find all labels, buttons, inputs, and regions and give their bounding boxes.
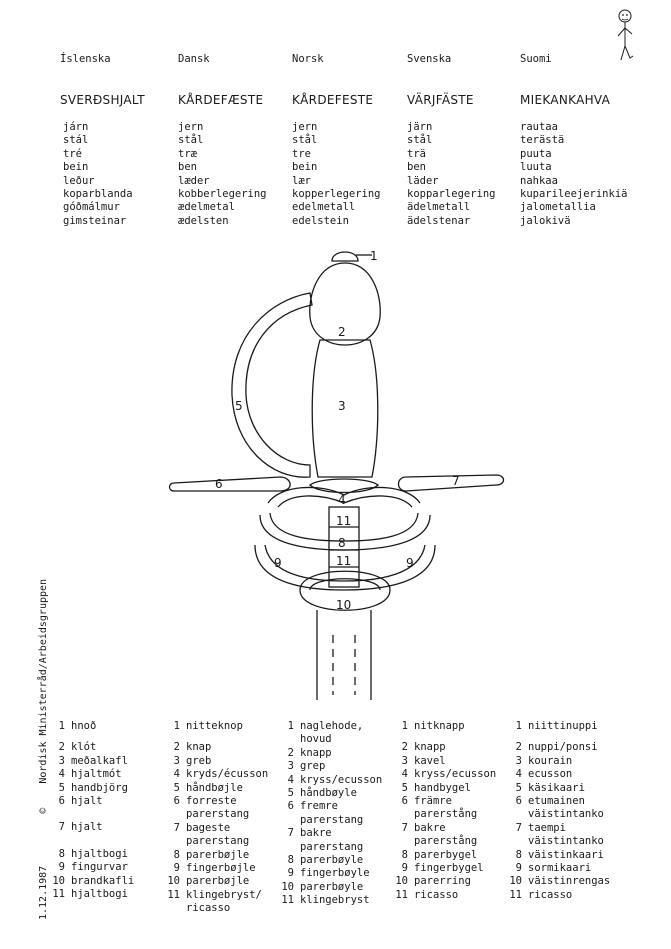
material-item: luuta bbox=[520, 161, 552, 174]
material-item: kopperlegering bbox=[292, 188, 381, 201]
legend-item: 10 parerbøjle bbox=[167, 875, 250, 888]
sidebar-date: 1.12.1987 bbox=[38, 865, 49, 920]
material-item: rautaa bbox=[520, 121, 558, 133]
legend-item: 1 niittinuppi bbox=[515, 720, 598, 732]
diagram-label-8: 8 bbox=[338, 536, 346, 550]
lang-norwegian: Norsk bbox=[292, 53, 324, 65]
legend-item: 1 nitknapp bbox=[401, 720, 465, 732]
materials-swedish bbox=[407, 121, 496, 228]
diagram-label-2: 2 bbox=[338, 325, 346, 339]
legend-item: 3 grep bbox=[287, 760, 326, 773]
material-item: ädelstenar bbox=[407, 214, 471, 227]
legend-item: 4 hjaltmót bbox=[58, 768, 122, 781]
legend-item: 7 taempi väistintanko bbox=[515, 821, 604, 848]
legend-item: 8 parerbøjle bbox=[173, 848, 250, 861]
material-item: tré bbox=[63, 147, 82, 160]
sidebar-credit bbox=[38, 579, 49, 920]
legend-item: 4 kryds/écusson bbox=[173, 768, 269, 781]
legend-item: 2 klót bbox=[58, 741, 97, 754]
material-item: stål bbox=[292, 134, 318, 147]
material-item: bein bbox=[63, 161, 89, 174]
legend-item: 3 kavel bbox=[401, 754, 446, 767]
material-item: jalokivä bbox=[520, 214, 571, 227]
diagram-label-1: 1 bbox=[370, 249, 378, 263]
lang-danish: Dansk bbox=[178, 53, 210, 65]
heading-finnish: MIEKANKAHVA bbox=[520, 93, 611, 107]
material-item: træ bbox=[178, 147, 197, 160]
material-item: edelstein bbox=[292, 214, 349, 227]
blade-lines bbox=[317, 610, 371, 700]
legend-item: 9 fingerbygel bbox=[401, 862, 484, 875]
lang-swedish: Svenska bbox=[407, 53, 452, 65]
legend-item: 8 hjaltbogi bbox=[58, 847, 128, 860]
legend-item: 6 hjalt bbox=[58, 795, 103, 808]
material-item: læder bbox=[178, 174, 210, 187]
legend-danish bbox=[165, 720, 275, 916]
material-item: stál bbox=[63, 134, 89, 147]
material-item: járn bbox=[63, 121, 89, 133]
materials-norwegian bbox=[292, 121, 381, 228]
legend-item: 5 handbygel bbox=[401, 781, 471, 794]
legend-item: 4 kryss/ecusson bbox=[401, 768, 497, 781]
material-item: terästä bbox=[520, 134, 565, 147]
legend-item: 2 nuppi/ponsi bbox=[515, 741, 598, 754]
legend-item: 7 bageste parerstang bbox=[173, 821, 250, 848]
heading-swedish: VÄRJFÄSTE bbox=[407, 93, 474, 107]
knuckle-bow bbox=[232, 293, 312, 477]
material-item: jern bbox=[292, 121, 318, 133]
legend-item: 4 kryss/ecusson bbox=[287, 773, 383, 786]
stick-figure-logo bbox=[612, 6, 640, 64]
legend-item: 4 ecusson bbox=[515, 768, 573, 781]
legend-item: 11 klingebryst bbox=[281, 894, 370, 907]
legend-icelandic bbox=[50, 720, 134, 901]
legend-finnish bbox=[507, 720, 627, 902]
legend-item: 6 forreste parerstang bbox=[173, 795, 250, 821]
material-item: nahkaa bbox=[520, 174, 558, 187]
material-item: jalometallia bbox=[520, 201, 596, 214]
legend-item: 2 knap bbox=[173, 741, 212, 754]
rear-quillon bbox=[399, 475, 504, 491]
sword-hilt-diagram bbox=[160, 245, 510, 705]
material-item: góðmálmur bbox=[63, 201, 120, 214]
legend-item: 11 klingebryst/ ricasso bbox=[167, 888, 262, 915]
front-quillon bbox=[170, 477, 291, 491]
copyright-symbol: © bbox=[38, 807, 49, 814]
legend-item: 6 fremre parerstang bbox=[287, 800, 364, 826]
legend-item: 9 fingerbøjle bbox=[173, 862, 256, 875]
legend-item: 7 bakre parerstang bbox=[287, 827, 364, 853]
legend-item: 5 handbjörg bbox=[58, 781, 128, 794]
legend-item: 8 parerbøyle bbox=[287, 854, 364, 867]
diagram-label-11-lower: 11 bbox=[336, 554, 352, 568]
legend-item: 1 hnoð bbox=[58, 720, 97, 732]
material-item: ben bbox=[178, 161, 197, 174]
material-item: stål bbox=[407, 134, 433, 147]
ecusson bbox=[310, 479, 378, 493]
legend-norwegian bbox=[279, 720, 389, 908]
material-item: kobberlegering bbox=[178, 188, 267, 201]
material-item: puuta bbox=[520, 147, 552, 160]
legend-item: 8 väistinkaari bbox=[515, 848, 604, 861]
legend-item: 6 främre parerstång bbox=[401, 795, 478, 821]
heading-danish: KÅRDEFÆSTE bbox=[178, 93, 264, 107]
material-item: edelmetall bbox=[292, 201, 356, 214]
legend-item: 1 naglehode, hovud bbox=[287, 720, 364, 746]
legend-item: 5 håndbøyle bbox=[287, 787, 357, 800]
legend-item: 9 sormikaari bbox=[515, 862, 592, 875]
legend-item: 7 bakre parerstång bbox=[401, 821, 478, 848]
diagram-label-9-right: 9 bbox=[406, 556, 414, 570]
legend-item: 9 fingurvar bbox=[58, 861, 128, 874]
legend-item: 3 greb bbox=[173, 754, 212, 767]
material-item: bein bbox=[292, 161, 318, 174]
legend-item: 11 ricasso bbox=[395, 888, 459, 901]
lang-finnish: Suomi bbox=[520, 53, 552, 65]
heading-norwegian: KÅRDEFESTE bbox=[292, 93, 374, 107]
diagram-label-4: 4 bbox=[338, 493, 346, 507]
material-item: leður bbox=[63, 174, 95, 187]
legend-item: 3 kourain bbox=[515, 754, 573, 767]
diagram-label-9-left: 9 bbox=[274, 556, 282, 570]
diagram-label-11-upper: 11 bbox=[336, 514, 352, 528]
legend-item: 5 käsikaari bbox=[515, 781, 585, 794]
legend-item: 8 parerbygel bbox=[401, 848, 478, 861]
material-item: trä bbox=[407, 147, 426, 160]
pommel-button bbox=[332, 252, 358, 261]
legend-item: 7 hjalt bbox=[58, 821, 103, 834]
material-item: lær bbox=[292, 174, 311, 187]
legend-item: 9 fingerbøyle bbox=[287, 867, 370, 880]
materials-icelandic bbox=[63, 121, 133, 228]
legend-item: 2 knapp bbox=[401, 741, 446, 754]
legend-item: 3 meðalkafl bbox=[58, 754, 128, 767]
material-item: läder bbox=[407, 174, 439, 187]
lang-icelandic: Íslenska bbox=[60, 53, 111, 65]
legend-item: 2 knapp bbox=[287, 746, 332, 759]
material-item: ädelmetall bbox=[407, 201, 471, 214]
sidebar-org: Nordisk Ministerråd/Arbeidsgruppen bbox=[38, 578, 49, 784]
legend-item: 11 ricasso bbox=[509, 888, 573, 901]
material-item: kopparlegering bbox=[407, 188, 496, 201]
materials-finnish bbox=[520, 121, 627, 228]
legend-item: 6 etumainen väistintanko bbox=[515, 795, 604, 821]
legend-swedish bbox=[393, 720, 508, 902]
material-item: ædelsten bbox=[178, 214, 229, 227]
legend-item: 1 nitteknop bbox=[173, 720, 243, 732]
legend-item: 5 håndbøjle bbox=[173, 781, 243, 794]
legend-item: 11 hjaltbogi bbox=[52, 888, 128, 901]
legend-item: 10 parerbøyle bbox=[281, 880, 364, 893]
diagram-label-10: 10 bbox=[336, 598, 352, 612]
material-item: tre bbox=[292, 147, 311, 160]
diagram-label-7: 7 bbox=[452, 474, 460, 488]
diagram-label-3: 3 bbox=[338, 399, 346, 413]
material-item: koparblanda bbox=[63, 188, 133, 201]
material-item: järn bbox=[407, 121, 433, 133]
material-item: ben bbox=[407, 161, 426, 174]
material-item: stål bbox=[178, 134, 204, 147]
heading-icelandic: SVERÐSHJALT bbox=[60, 93, 145, 107]
legend-item: 10 väistinrengas bbox=[509, 875, 611, 888]
material-item: jern bbox=[178, 121, 204, 133]
material-item: gimsteinar bbox=[63, 214, 127, 227]
diagram-label-5: 5 bbox=[235, 399, 243, 413]
material-item: kuparileejerinkiä bbox=[520, 188, 628, 201]
legend-item: 10 parerring bbox=[395, 875, 471, 888]
materials-danish bbox=[178, 121, 267, 228]
legend-item: 10 brandkafli bbox=[52, 874, 135, 887]
material-item: ædelmetal bbox=[178, 201, 235, 214]
diagram-label-6: 6 bbox=[215, 477, 223, 491]
